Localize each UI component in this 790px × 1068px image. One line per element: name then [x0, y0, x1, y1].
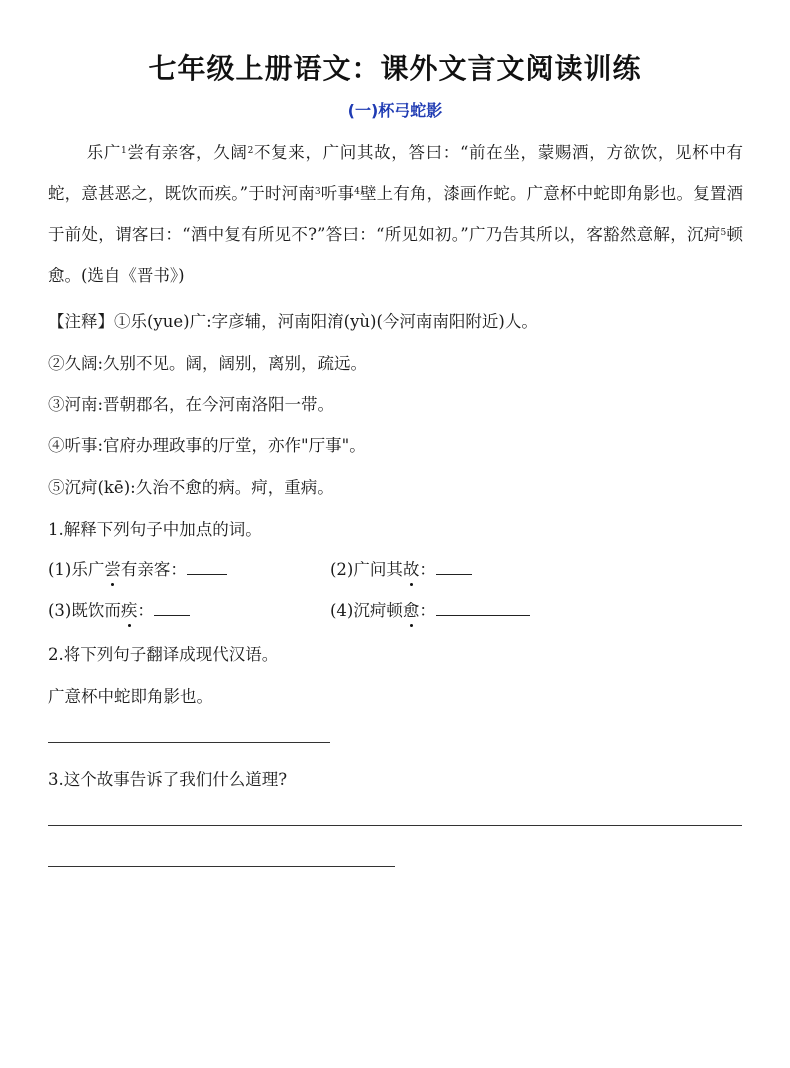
question-1-item-3 [48, 597, 190, 621]
passage-text: 听事 [320, 184, 355, 203]
section-subtitle: (一)杯弓蛇影 [347, 101, 443, 120]
passage-text: 顿愈。(选自《晋书》) [48, 225, 743, 285]
note-5: ⑤沉疴(kē):久治不愈的病。疴，重病。 [48, 478, 334, 497]
answer-blank[interactable] [436, 560, 472, 575]
answer-blank[interactable] [154, 601, 190, 616]
question-1-item-2 [330, 556, 472, 580]
passage-text: 不复来，广问其故，答曰：“前在坐，蒙赐酒，方欲饮，见杯中有蛇，意甚恶之，既饮而疾。”于时河南 [48, 143, 744, 203]
dotted-word: 故 [403, 556, 420, 580]
item-text: (1)乐广 [48, 560, 105, 579]
question-1-item-4 [330, 597, 530, 621]
question-2-sentence: 广意杯中蛇即角影也。 [48, 687, 213, 706]
item-text: (4)沉疴顿 [330, 601, 403, 620]
item-text: ： [137, 601, 154, 620]
item-text: (2)广问其 [330, 560, 403, 579]
dotted-word: 愈 [403, 597, 420, 621]
page-title: 七年级上册语文：课外文言文阅读训练 [148, 52, 642, 85]
answer-line[interactable] [48, 742, 330, 743]
passage-text: 尝有亲客，久阔 [126, 143, 248, 162]
footnote-marker: 4 [354, 187, 360, 197]
dotted-word: 尝 [104, 556, 121, 580]
classical-passage [48, 132, 743, 296]
note-4: ④听事:官府办理政事的厅堂，亦作"厅事"。 [48, 436, 366, 455]
answer-line[interactable] [48, 866, 395, 867]
note-2: ②久阔:久别不见。阔，阔别，离别，疏远。 [48, 354, 368, 373]
dotted-word: 疾 [121, 597, 138, 621]
answer-blank[interactable] [187, 560, 227, 575]
passage-text: 乐广 [86, 143, 121, 162]
footnote-marker: 5 [720, 228, 727, 238]
question-2-heading: 2.将下列句子翻译成现代汉语。 [48, 645, 279, 664]
question-1-heading: 1.解释下列句子中加点的词。 [48, 520, 262, 539]
item-text: (3)既饮而 [48, 601, 121, 620]
footnote-marker: 1 [121, 146, 127, 156]
item-text: 有亲客： [120, 560, 187, 579]
question-1-item-1 [48, 556, 227, 580]
answer-line[interactable] [48, 825, 742, 826]
question-3-heading: 3.这个故事告诉了我们什么道理? [48, 770, 288, 789]
note-1: 【注释】①乐(yue)广:字彦辅，河南阳淯(yù)(今河南南阳附近)人。 [48, 312, 538, 331]
passage-text: 壁上有角，漆画作蛇。广意杯中蛇即角影也。复置酒于前处，谓客曰：“酒中复有所见不?”答曰：“所见如初。”广乃告其所以，客豁然意解，沉疴 [48, 184, 744, 244]
item-text: ： [419, 601, 436, 620]
footnote-marker: 3 [314, 187, 321, 197]
item-text: ： [419, 560, 436, 579]
answer-blank[interactable] [436, 601, 530, 616]
footnote-marker: 2 [247, 146, 254, 156]
note-3: ③河南:晋朝郡名，在今河南洛阳一带。 [48, 395, 335, 414]
